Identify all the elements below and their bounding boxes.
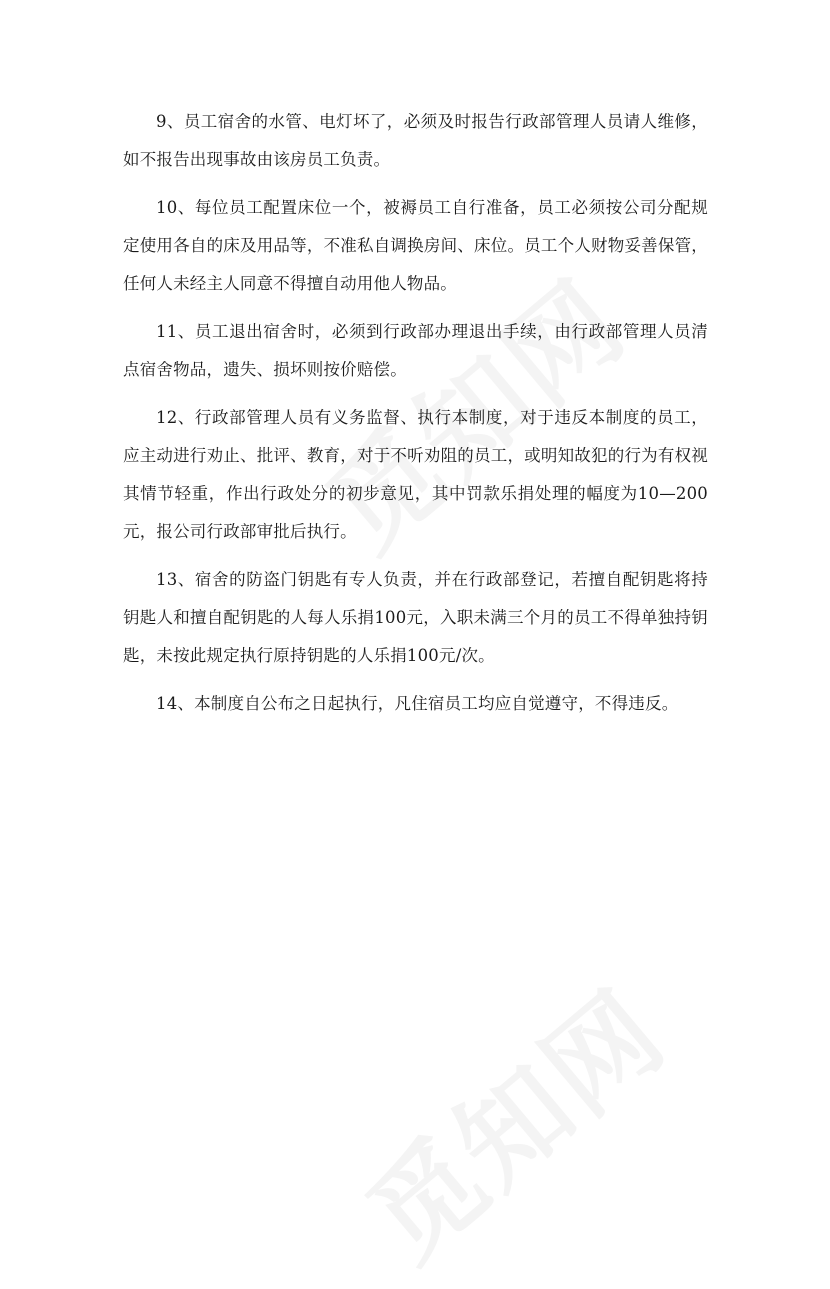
watermark [329, 949, 693, 1289]
paragraph-11: 11、员工退出宿舍时，必须到行政部办理退出手续，由行政部管理人员清点宿舍物品，遗失、损坏则按价赔偿。 [123, 322, 708, 379]
paragraph-14: 14、本制度自公布之日起执行，凡住宿员工均应自觉遵守，不得违反。 [156, 694, 679, 713]
document-body [123, 103, 708, 733]
paragraph-10: 10、每位员工配置床位一个，被褥员工自行准备，员工必须按公司分配规定使用各自的床及用品等，不准私自调换房间、床位。员工个人财物妥善保管，任何人未经主人同意不得擅自动用他人物品。 [123, 198, 708, 293]
paragraph-9: 9、员工宿舍的水管、电灯坏了，必须及时报告行政部管理人员请人维修，如不报告出现事故由该房员工负责。 [123, 112, 708, 169]
paragraph-13: 13、宿舍的防盗门钥匙有专人负责，并在行政部登记，若擅自配钥匙将持钥匙人和擅自配钥匙的人每人乐捐100元，入职未满三个月的员工不得单独持钥匙，未按此规定执行原持钥匙的人乐捐100元/次。 [123, 570, 708, 665]
paragraph-12: 12、行政部管理人员有义务监督、执行本制度，对于违反本制度的员工，应主动进行劝止、批评、教育，对于不听劝阻的员工，或明知故犯的行为有权视其情节轻重，作出行政处分的初步意见，其中罚款乐捐处理的幅度为10—200元，报公司行政部审批后执行。 [123, 408, 708, 541]
